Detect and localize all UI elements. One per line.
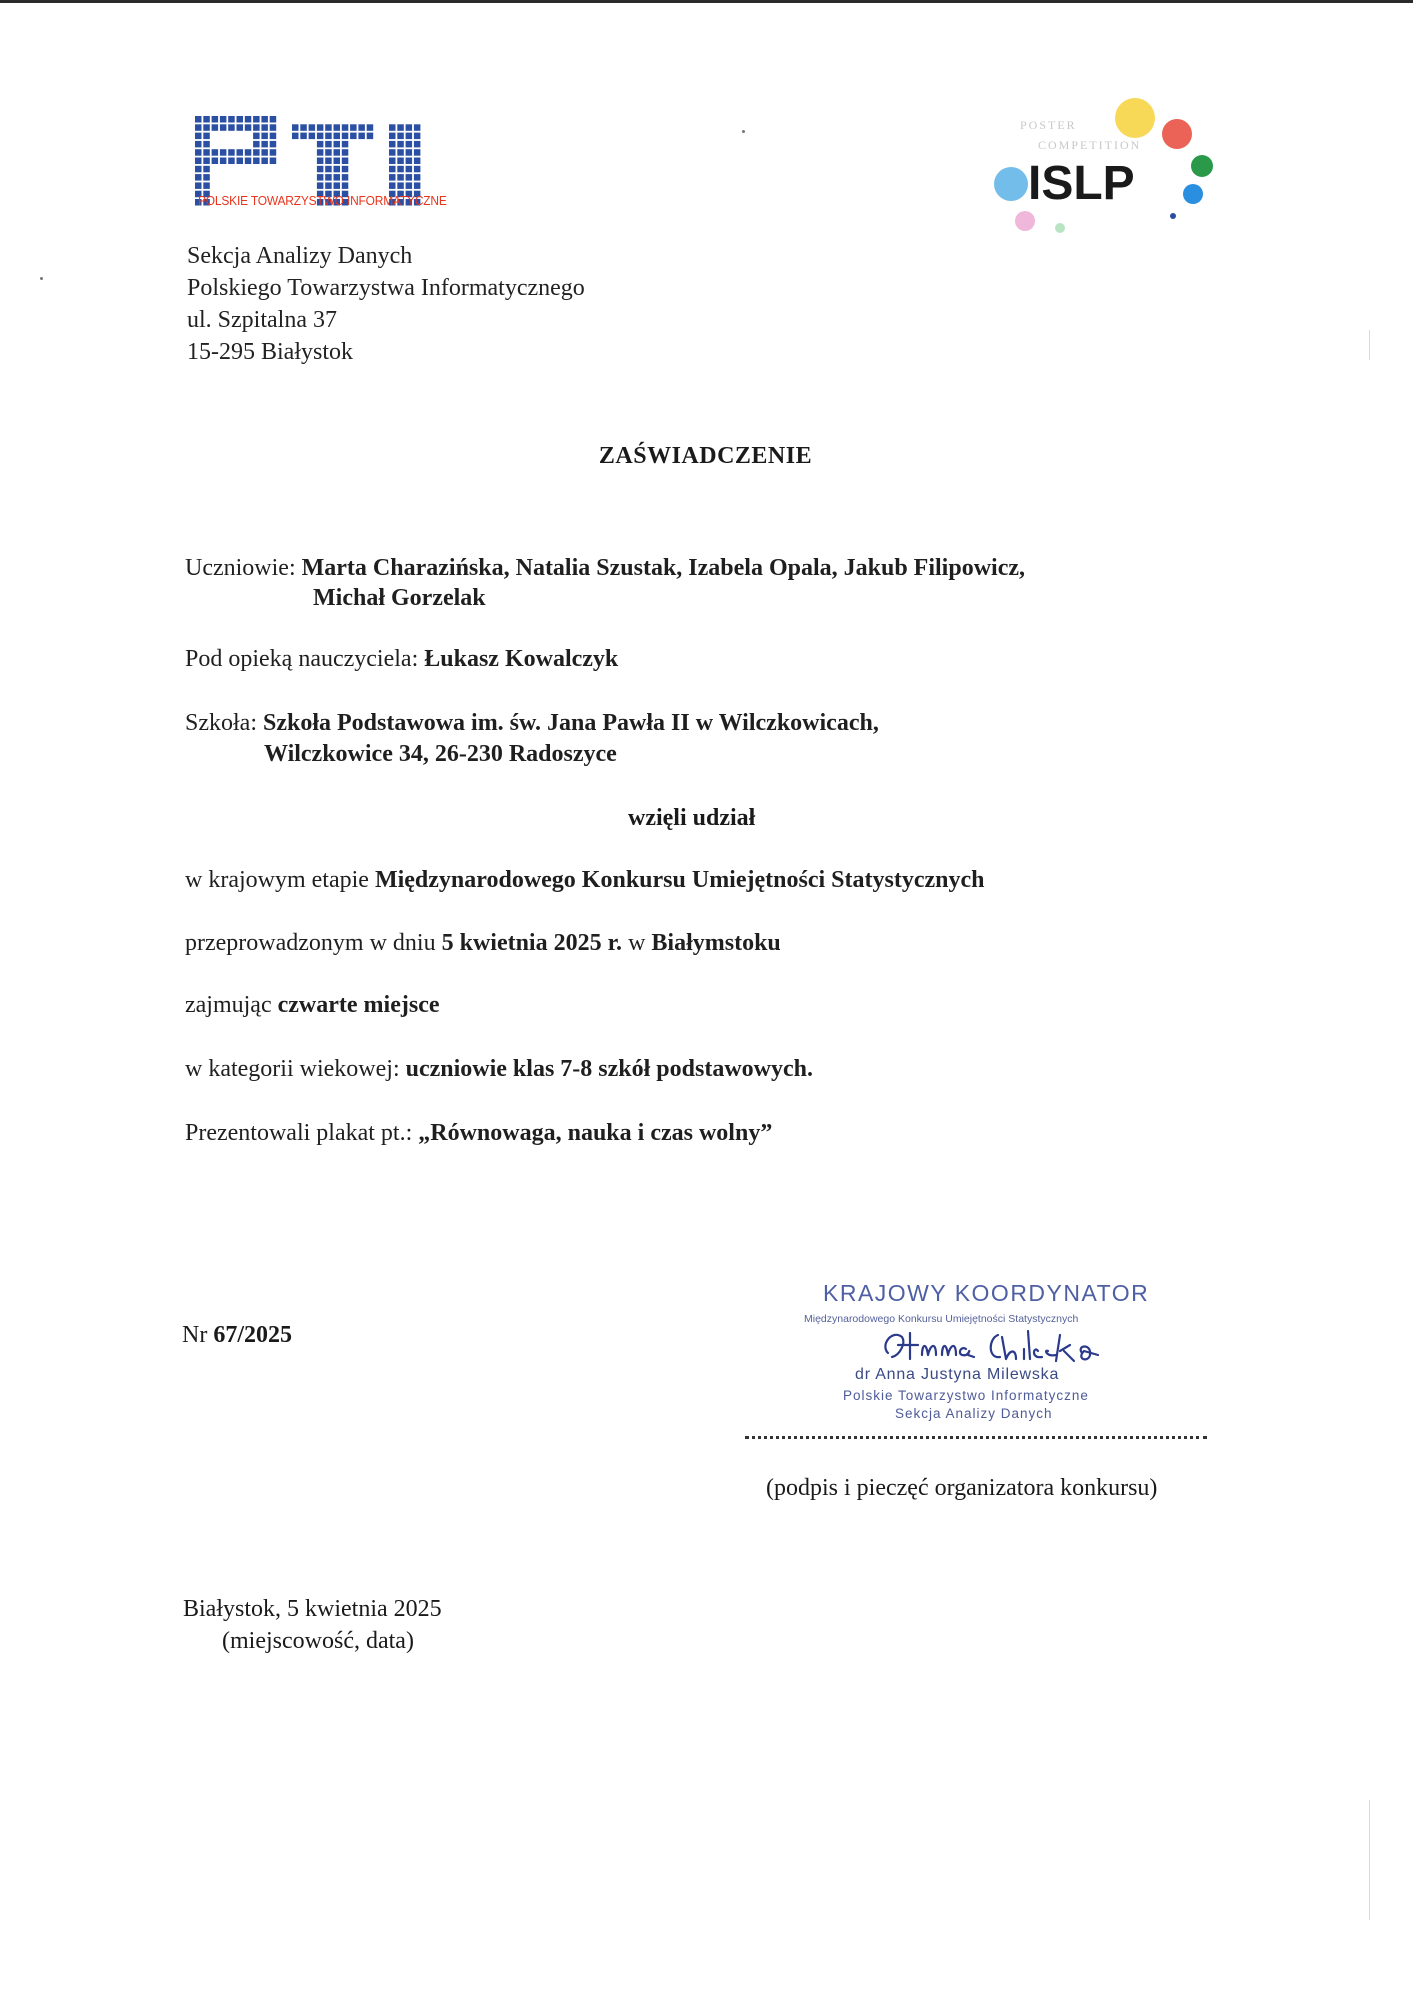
pti-logo-dot <box>389 182 396 189</box>
pti-logo-dot <box>203 174 210 181</box>
document-title: ZAŚWIADCZENIE <box>598 443 813 469</box>
sender-line: 15-295 Białystok <box>187 339 353 365</box>
pti-logo-dot <box>237 149 244 156</box>
pti-logo-dot <box>414 133 421 140</box>
pti-logo-dot <box>245 124 252 131</box>
pti-logo-dot <box>237 158 244 165</box>
stamp-name: dr Anna Justyna Milewska <box>855 1366 1060 1383</box>
sender-line: Sekcja Analizy Danych <box>187 243 413 269</box>
pti-logo-dot <box>212 116 219 123</box>
pti-logo-dot <box>253 141 260 148</box>
pti-logo-dot <box>270 116 277 123</box>
pti-logo-dot <box>261 133 268 140</box>
pti-logo-dot <box>203 182 210 189</box>
pti-logo-dot <box>389 149 396 156</box>
students-names-2: Michał Gorzelak <box>313 585 486 611</box>
pti-logo-dot <box>253 133 260 140</box>
pti-logo-dot <box>317 124 324 131</box>
pti-logo-dot <box>342 158 349 165</box>
contest-name: Międzynarodowego Konkursu Umiejętności Statystycznych <box>374 867 985 893</box>
pti-logo-dot <box>414 158 421 165</box>
pti-logo-dot <box>342 133 349 140</box>
category-value: uczniowie klas 7-8 szkół podstawowych. <box>405 1056 813 1082</box>
pti-logo-dot <box>350 133 357 140</box>
school-label: Szkoła: <box>185 710 263 736</box>
held-line <box>185 930 781 957</box>
islp-logo <box>980 96 1220 246</box>
pti-logo-dot <box>220 124 227 131</box>
pti-logo-dot <box>414 124 421 131</box>
signature-dotted-line <box>745 1436 1207 1439</box>
place-value: czwarte miejsce <box>277 992 440 1018</box>
pti-logo-dot <box>237 116 244 123</box>
pti-logo-dot <box>389 133 396 140</box>
pti-logo-dot <box>389 124 396 131</box>
pti-logo-dot <box>325 174 332 181</box>
poster-line <box>185 1120 772 1147</box>
pti-logo-dot <box>397 174 404 181</box>
teacher-name: Łukasz Kowalczyk <box>424 646 619 672</box>
pti-logo-dot <box>203 158 210 165</box>
pti-logo-dot <box>245 149 252 156</box>
pti-logo-dot <box>414 166 421 173</box>
pti-logo-dot <box>203 133 210 140</box>
pti-logo-dot <box>220 158 227 165</box>
stamp-organization: Polskie Towarzystwo Informatyczne <box>843 1388 1089 1403</box>
pti-logo-dot <box>212 149 219 156</box>
category-prefix: w kategorii wiekowej: <box>185 1056 406 1082</box>
pti-logo-dot <box>195 158 202 165</box>
pti-logo-dot <box>270 141 277 148</box>
pti-logo-dot <box>334 141 341 148</box>
teacher-label: Pod opieką nauczyciela: <box>185 646 425 672</box>
pti-logo-dot <box>406 149 413 156</box>
pti-logo-dot <box>397 158 404 165</box>
pti-logo-dot <box>389 158 396 165</box>
school-address: Wilczkowice 34, 26-230 Radoszyce <box>264 741 617 767</box>
pti-logo-dot <box>334 166 341 173</box>
category-line <box>185 1056 813 1083</box>
contest-city: Białymstoku <box>651 930 781 956</box>
pti-logo-dot <box>195 149 202 156</box>
pti-logo-dot <box>220 116 227 123</box>
pti-logo-dot <box>228 124 235 131</box>
pti-logo-dot <box>237 124 244 131</box>
pti-logo-dot <box>406 182 413 189</box>
pti-logo-dot <box>342 141 349 148</box>
pti-logo-dot <box>300 133 307 140</box>
pti-logo-dot <box>389 174 396 181</box>
pti-logo-dot <box>220 149 227 156</box>
pti-logo-dot <box>253 149 260 156</box>
scan-top-edge <box>0 0 1413 3</box>
pti-logo-dot <box>414 149 421 156</box>
pti-logo-dot <box>317 149 324 156</box>
place-prefix: zajmując <box>185 992 278 1018</box>
pti-logo-dot <box>300 124 307 131</box>
sender-address <box>187 240 585 368</box>
held-prefix: przeprowadzonym w dniu <box>185 930 442 956</box>
school-line <box>185 710 879 737</box>
islp-wordmark: ISLP <box>1028 157 1135 210</box>
pti-tagline: POLSKIE TOWARZYSTWO INFORMATYCZNE <box>198 193 447 208</box>
students-line-2 <box>313 585 486 612</box>
took-part-phrase: wzięli udział <box>628 805 756 831</box>
pti-logo-dot <box>317 133 324 140</box>
number-value: 67/2025 <box>213 1322 292 1348</box>
sender-line: ul. Szpitalna 37 <box>187 307 337 333</box>
pti-logo-dot <box>325 158 332 165</box>
pti-logo-dot <box>334 174 341 181</box>
pti-logo-dot <box>203 124 210 131</box>
pti-logo-dot <box>309 133 316 140</box>
poster-title: „Równowaga, nauka i czas wolny” <box>418 1120 773 1146</box>
pti-logo-dot <box>397 133 404 140</box>
pti-logo-dot <box>228 149 235 156</box>
school-name: Szkoła Podstawowa im. św. Jana Pawła II w Wilczkowicach, <box>263 710 879 736</box>
poster-prefix: Prezentowali plakat pt.: <box>185 1120 419 1146</box>
pti-logo-dot <box>317 166 324 173</box>
students-label: Uczniowie: <box>185 555 302 581</box>
islp-subtext-1: POSTER <box>1020 118 1077 132</box>
pti-logo-dot <box>203 141 210 148</box>
stage-prefix: w krajowym etapie <box>185 867 375 893</box>
sender-line: Polskiego Towarzystwa Informatycznego <box>187 275 585 301</box>
pti-logo-dot <box>325 133 332 140</box>
pti-logo-dot <box>203 166 210 173</box>
students-names: Marta Charazińska, Natalia Szustak, Izabela Opala, Jakub Filipowicz, <box>301 555 1025 581</box>
pti-logo-dot <box>406 124 413 131</box>
contest-date: 5 kwietnia 2025 r. <box>441 930 623 956</box>
pti-logo-dot <box>261 116 268 123</box>
pti-logo-dot <box>195 182 202 189</box>
pti-logo-dot <box>195 174 202 181</box>
pti-logo-dot <box>350 124 357 131</box>
number-label: Nr <box>182 1322 214 1348</box>
pti-logo-dot <box>228 116 235 123</box>
pti-logo-dot <box>397 166 404 173</box>
pti-logo-dot <box>358 124 365 131</box>
pti-logo-dot <box>292 133 299 140</box>
pti-logo-dot <box>261 149 268 156</box>
pti-logo-dot <box>334 158 341 165</box>
pti-logo-dot <box>245 158 252 165</box>
pti-logo-dot <box>195 133 202 140</box>
pti-logo-dot <box>195 166 202 173</box>
scan-margin-mark <box>1369 1800 1370 1920</box>
pti-logo-dot <box>253 124 260 131</box>
pti-logo-dot <box>195 141 202 148</box>
pti-logo-dot <box>397 141 404 148</box>
pti-logo-dot <box>342 149 349 156</box>
pti-logo-dot <box>228 158 235 165</box>
pti-logo-dot <box>334 182 341 189</box>
handwritten-signature <box>870 1315 1160 1375</box>
school-line-2 <box>264 741 617 768</box>
pti-logo-dot <box>406 174 413 181</box>
stamp-contest: Międzynarodowego Konkursu Umiejętności Statystycznych <box>804 1313 1079 1325</box>
scan-speck <box>742 130 745 133</box>
students-line <box>185 555 1025 582</box>
pti-logo-dot <box>195 124 202 131</box>
pti-logo-dot <box>270 133 277 140</box>
document-number <box>182 1322 292 1349</box>
pti-logo-dot <box>325 141 332 148</box>
pti-logo-dot <box>317 158 324 165</box>
pti-logo-dot <box>389 141 396 148</box>
pti-logo-dot <box>292 124 299 131</box>
held-middle: w <box>622 930 652 956</box>
pti-logo-dot <box>367 133 374 140</box>
pti-logo-dot <box>342 124 349 131</box>
pti-logo-dot <box>317 141 324 148</box>
pti-logo-dot <box>414 141 421 148</box>
pti-logo-dot <box>414 182 421 189</box>
stamp-section: Sekcja Analizy Danych <box>895 1406 1053 1421</box>
pti-logo-dot <box>270 149 277 156</box>
pti-logo-dot <box>414 174 421 181</box>
pti-logo-dot <box>406 166 413 173</box>
pti-logo-dot <box>270 158 277 165</box>
stamp-role: KRAJOWY KOORDYNATOR <box>823 1280 1150 1306</box>
pti-logo-dot <box>406 133 413 140</box>
place-and-date-caption: (miejscowość, data) <box>222 1628 414 1654</box>
pti-logo-dot <box>397 124 404 131</box>
pti-logo-dot <box>325 166 332 173</box>
pti-logo-dot <box>261 141 268 148</box>
pti-logo-dot <box>195 116 202 123</box>
pti-logo-dot <box>334 133 341 140</box>
pti-logo-dot <box>270 124 277 131</box>
teacher-line <box>185 646 618 673</box>
pti-logo-dot <box>212 158 219 165</box>
pti-logo-dot <box>325 124 332 131</box>
pti-logo-dot <box>406 141 413 148</box>
pti-logo-dot <box>334 124 341 131</box>
pti-logo-dot <box>342 182 349 189</box>
scan-speck <box>40 277 43 280</box>
pti-logo-dot <box>212 124 219 131</box>
pti-logo-dot <box>397 149 404 156</box>
pti-logo-dot <box>367 124 374 131</box>
place-line <box>185 992 440 1019</box>
pti-logo-dot <box>342 174 349 181</box>
pti-logo-dot <box>317 182 324 189</box>
pti-logo-dot <box>397 182 404 189</box>
pti-logo-dot <box>261 124 268 131</box>
pti-logo-dot <box>253 158 260 165</box>
pti-logo-dot <box>334 149 341 156</box>
pti-logo-dot <box>389 166 396 173</box>
pti-logo-dot <box>253 116 260 123</box>
pti-logo-dot <box>317 174 324 181</box>
pti-logo-dot <box>245 116 252 123</box>
pti-logo-dot <box>406 158 413 165</box>
pti-logo-dot <box>342 166 349 173</box>
islp-subtext-2: COMPETITION <box>1038 138 1142 152</box>
pti-logo-dot <box>325 149 332 156</box>
pti-logo-dot <box>358 133 365 140</box>
pti-logo-dot <box>325 182 332 189</box>
pti-logo-dot <box>261 158 268 165</box>
signature-caption: (podpis i pieczęć organizatora konkursu) <box>766 1475 1158 1501</box>
pti-logo-dot <box>203 116 210 123</box>
scan-margin-mark <box>1369 330 1370 360</box>
stage-line <box>185 867 984 894</box>
pti-logo-dot <box>203 149 210 156</box>
place-and-date: Białystok, 5 kwietnia 2025 <box>183 1596 442 1622</box>
pti-logo-dot <box>309 124 316 131</box>
